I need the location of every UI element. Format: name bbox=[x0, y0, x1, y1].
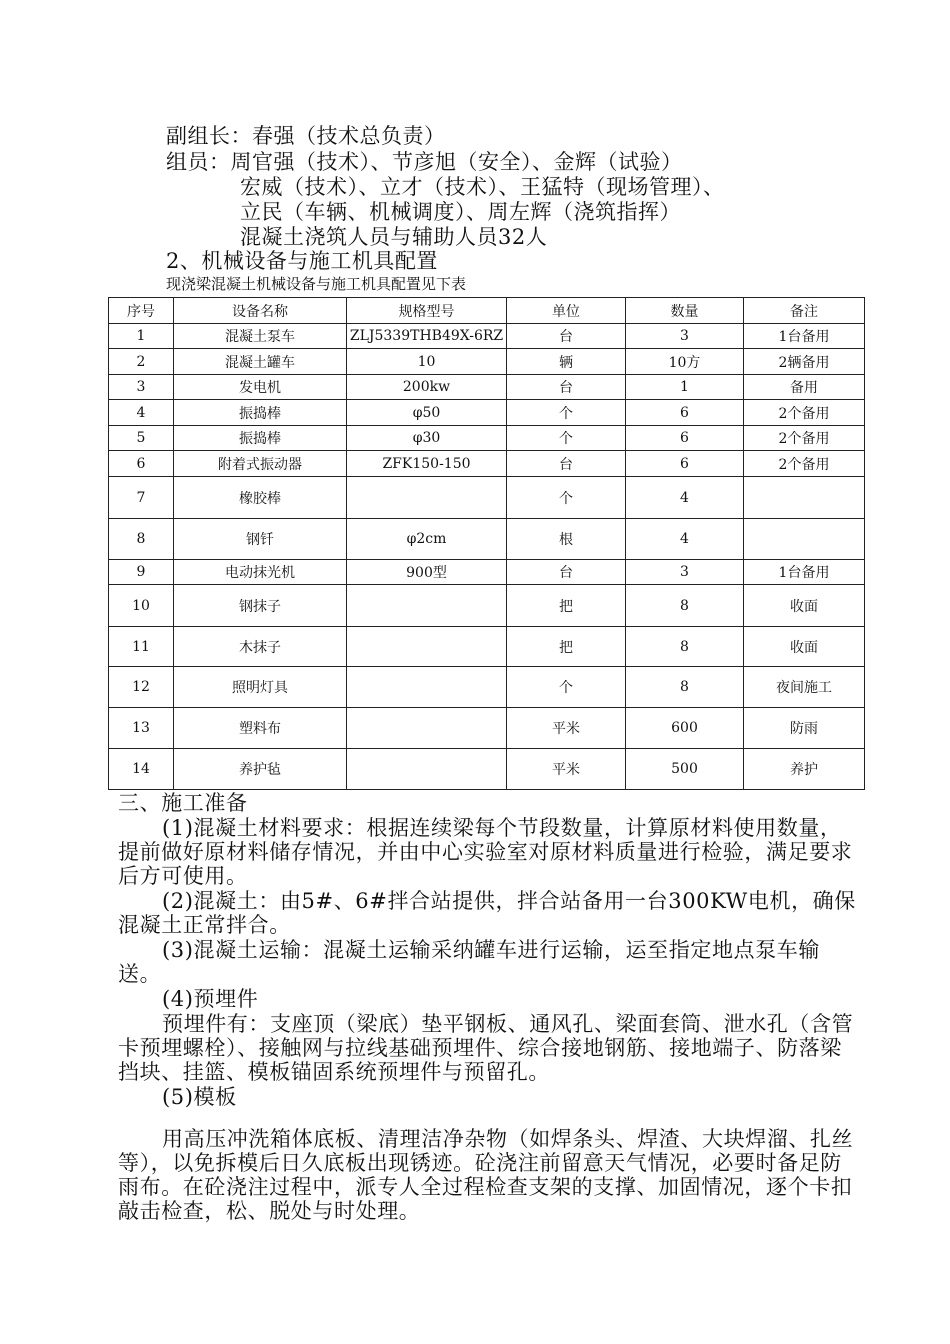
prep-item-1: (1)混凝土材料要求：根据连续梁每个节段数量，计算原材料使用数量，提前做好原材料储存情况，并由中心实验室对原材料质量进行检验，满足要求后方可使用。 bbox=[118, 816, 853, 888]
table-cell: 2个备用 bbox=[744, 451, 865, 477]
header-cell: 单位 bbox=[507, 298, 626, 324]
table-cell: ZFK150-150 bbox=[347, 451, 507, 477]
table-cell: 4 bbox=[109, 400, 174, 426]
table-cell: 收面 bbox=[744, 627, 865, 667]
table-cell: 夜间施工 bbox=[744, 667, 865, 708]
table-cell: ZLJ5339THB49X-6RZ bbox=[347, 324, 507, 349]
table-row bbox=[109, 324, 865, 349]
table-cell: 10 bbox=[347, 349, 507, 375]
table-cell: 木抹子 bbox=[174, 627, 347, 667]
table-cell: 振捣棒 bbox=[174, 426, 347, 451]
table-cell: 8 bbox=[626, 585, 744, 627]
table-cell: 备用 bbox=[744, 375, 865, 400]
deputy-leader-line: 副组长：春强（技术总负责） bbox=[166, 124, 446, 148]
table-cell bbox=[347, 627, 507, 667]
table-cell: 5 bbox=[109, 426, 174, 451]
table-cell: 台 bbox=[507, 560, 626, 585]
table-cell: 3 bbox=[626, 560, 744, 585]
table-cell bbox=[347, 585, 507, 627]
table-cell: 平米 bbox=[507, 708, 626, 749]
table-cell: 塑料布 bbox=[174, 708, 347, 749]
table-cell: 1 bbox=[626, 375, 744, 400]
table-header-row bbox=[109, 298, 865, 324]
table-cell: 钢钎 bbox=[174, 519, 347, 560]
table-cell bbox=[744, 519, 865, 560]
table-cell: 8 bbox=[626, 627, 744, 667]
table-cell: 橡胶棒 bbox=[174, 477, 347, 519]
table-row bbox=[109, 349, 865, 375]
prep-item-5-body: 用高压冲洗箱体底板、清理洁净杂物（如焊条头、焊渣、大块焊溜、扎丝等），以免拆模后日久底板出现锈迹。砼浇注前留意天气情况，必要时备足防雨布。在砼浇注过程中，派专人全过程检查支架的支撑、加固情况，逐个卡扣敲击检查，松、脱处与时处理。 bbox=[118, 1127, 854, 1223]
table-cell: 12 bbox=[109, 667, 174, 708]
table-cell: 电动抹光机 bbox=[174, 560, 347, 585]
table-cell: 混凝土罐车 bbox=[174, 349, 347, 375]
prep-item-5-title: (5)模板 bbox=[162, 1085, 237, 1109]
table-cell: 10方 bbox=[626, 349, 744, 375]
table-cell: 个 bbox=[507, 426, 626, 451]
table-cell: φ2cm bbox=[347, 519, 507, 560]
table-cell: 养护毡 bbox=[174, 749, 347, 790]
prep-item-4-body: 预埋件有：支座顶（梁底）垫平钢板、通风孔、梁面套筒、泄水孔（含管卡预埋螺栓）、接触网与拉线基础预埋件、综合接地钢筋、接地端子、防落梁挡块、挂篮、模板锚固系统预埋件与预留孔。 bbox=[118, 1012, 854, 1084]
section3-heading: 三、施工准备 bbox=[118, 791, 248, 815]
table-cell: 把 bbox=[507, 627, 626, 667]
table-cell: 发电机 bbox=[174, 375, 347, 400]
table-cell: 2辆备用 bbox=[744, 349, 865, 375]
table-cell: 振捣棒 bbox=[174, 400, 347, 426]
table-cell: 附着式振动器 bbox=[174, 451, 347, 477]
members-line-4: 混凝土浇筑人员与辅助人员32人 bbox=[240, 225, 548, 249]
table-cell: 混凝土泵车 bbox=[174, 324, 347, 349]
table-cell: 照明灯具 bbox=[174, 667, 347, 708]
table-row bbox=[109, 451, 865, 477]
table-cell: 2 bbox=[109, 349, 174, 375]
table-row bbox=[109, 477, 865, 519]
table-cell bbox=[347, 708, 507, 749]
table-cell: 200kw bbox=[347, 375, 507, 400]
members-line-3: 立民（车辆、机械调度）、周左辉（浇筑指挥） bbox=[240, 200, 681, 224]
table-cell: 把 bbox=[507, 585, 626, 627]
table-row bbox=[109, 426, 865, 451]
table-cell: 养护 bbox=[744, 749, 865, 790]
table-cell: 10 bbox=[109, 585, 174, 627]
table-cell: 600 bbox=[626, 708, 744, 749]
table-cell: 个 bbox=[507, 477, 626, 519]
members-line-2: 宏威（技术）、立才（技术）、王猛特（现场管理）、 bbox=[240, 175, 725, 199]
table-cell: 6 bbox=[109, 451, 174, 477]
prep-item-4-title: (4)预埋件 bbox=[162, 987, 259, 1011]
table-cell: 14 bbox=[109, 749, 174, 790]
table-cell: φ50 bbox=[347, 400, 507, 426]
table-cell: 1台备用 bbox=[744, 560, 865, 585]
table-row bbox=[109, 400, 865, 426]
table-cell: 7 bbox=[109, 477, 174, 519]
table-cell: 9 bbox=[109, 560, 174, 585]
table-row bbox=[109, 708, 865, 749]
table-caption: 现浇梁混凝土机械设备与施工机具配置见下表 bbox=[166, 275, 467, 293]
table-row bbox=[109, 749, 865, 790]
table-cell: 4 bbox=[626, 477, 744, 519]
header-cell: 设备名称 bbox=[174, 298, 347, 324]
table-cell: 900型 bbox=[347, 560, 507, 585]
prep-item-3: (3)混凝土运输：混凝土运输采纳罐车进行运输，运至指定地点泵车输送。 bbox=[118, 938, 820, 986]
table-row bbox=[109, 560, 865, 585]
table-cell: 2个备用 bbox=[744, 426, 865, 451]
table-cell: 1台备用 bbox=[744, 324, 865, 349]
table-cell: 2个备用 bbox=[744, 400, 865, 426]
table-cell: 6 bbox=[626, 426, 744, 451]
table-cell: 根 bbox=[507, 519, 626, 560]
table-row bbox=[109, 519, 865, 560]
header-cell: 规格型号 bbox=[347, 298, 507, 324]
table-cell bbox=[347, 749, 507, 790]
table-cell: 1 bbox=[109, 324, 174, 349]
table-cell: 台 bbox=[507, 324, 626, 349]
table-cell: 辆 bbox=[507, 349, 626, 375]
table-cell: 3 bbox=[626, 324, 744, 349]
table-cell: 平米 bbox=[507, 749, 626, 790]
table-cell bbox=[347, 667, 507, 708]
table-row bbox=[109, 375, 865, 400]
table-cell: 3 bbox=[109, 375, 174, 400]
table-cell: 4 bbox=[626, 519, 744, 560]
table-cell: 500 bbox=[626, 749, 744, 790]
table-cell: 13 bbox=[109, 708, 174, 749]
equipment-table bbox=[108, 297, 865, 790]
table-cell: 8 bbox=[626, 667, 744, 708]
table-cell: 台 bbox=[507, 451, 626, 477]
table-cell bbox=[744, 477, 865, 519]
table-cell: 个 bbox=[507, 400, 626, 426]
table-row bbox=[109, 667, 865, 708]
prep-item-2: (2)混凝土：由5#、6#拌合站提供，拌合站备用一台300KW电机，确保混凝土正常拌合。 bbox=[118, 889, 856, 937]
table-row bbox=[109, 585, 865, 627]
members-line-1: 组员：周官强（技术）、节彦旭（安全）、金辉（试验） bbox=[166, 150, 683, 174]
table-cell: 钢抹子 bbox=[174, 585, 347, 627]
table-cell: 6 bbox=[626, 400, 744, 426]
table-cell: φ30 bbox=[347, 426, 507, 451]
header-cell: 备注 bbox=[744, 298, 865, 324]
header-cell: 序号 bbox=[109, 298, 174, 324]
section2-heading: 2、机械设备与施工机具配置 bbox=[166, 249, 438, 273]
table-cell: 个 bbox=[507, 667, 626, 708]
table-cell: 6 bbox=[626, 451, 744, 477]
table-cell: 8 bbox=[109, 519, 174, 560]
table-cell: 防雨 bbox=[744, 708, 865, 749]
header-cell: 数量 bbox=[626, 298, 744, 324]
table-cell: 11 bbox=[109, 627, 174, 667]
table-cell bbox=[347, 477, 507, 519]
table-cell: 收面 bbox=[744, 585, 865, 627]
table-cell: 台 bbox=[507, 375, 626, 400]
table-row bbox=[109, 627, 865, 667]
